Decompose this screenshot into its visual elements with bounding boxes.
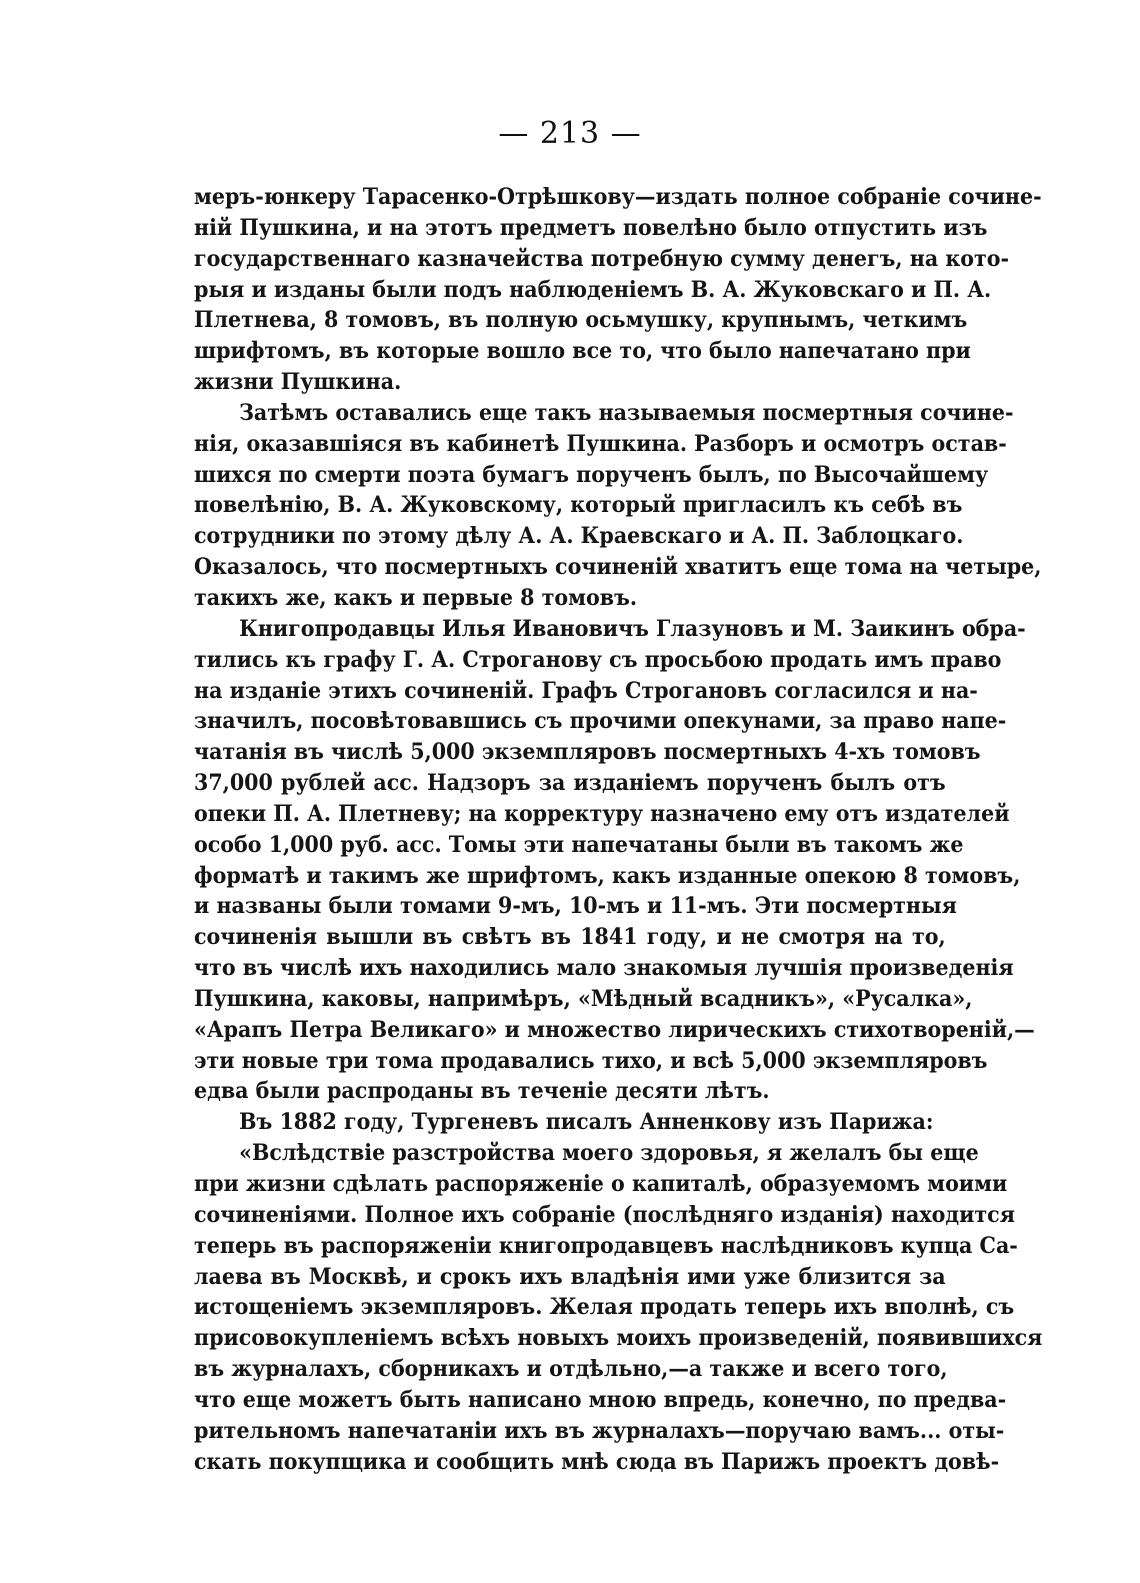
body-text	[194, 182, 1043, 1477]
text-line: что въ числѣ ихъ находились мало знакомыя лучшія произведенія	[194, 955, 1014, 982]
text-line: «Арапъ Петра Великаго» и множество лирическихъ стихотвореній,—	[194, 1016, 1035, 1043]
text-line: Затѣмъ оставались еще такъ называемыя посмертныя сочине-	[239, 399, 1014, 426]
text-line: сотрудники по этому дѣлу А. А. Краевскаго и А. П. Заблоцкаго.	[194, 523, 964, 550]
text-line: истощеніемъ экземпляровъ. Желая продать теперь ихъ вполнѣ, съ	[194, 1294, 1015, 1321]
text-line: шихся по смерти поэта бумагъ порученъ былъ, по Высочайшему	[194, 461, 989, 488]
text-line: что еще можетъ быть написано мною впредь, конечно, по предва-	[194, 1386, 1007, 1413]
text-line: присовокупленіемъ всѣхъ новыхъ моихъ произведеній, появившихся	[194, 1325, 1043, 1352]
text-line: форматѣ и такимъ же шрифтомъ, какъ изданные опекою 8 томовъ,	[194, 862, 1021, 889]
text-line: опеки П. А. Плетневу; на корректуру назначено ему отъ издателей	[194, 800, 1010, 827]
text-line: повелѣнію, В. А. Жуковскому, который пригласилъ къ себѣ въ	[194, 492, 963, 519]
text-line: рыя и изданы были подъ наблюденіемъ В. А. Жуковскаго и П. А.	[194, 276, 992, 303]
text-line: Въ 1882 году, Тургеневъ писалъ Анненкову изъ Парижа:	[239, 1109, 934, 1136]
text-line: едва были распроданы въ теченіе десяти лѣтъ.	[194, 1078, 770, 1105]
text-line: при жизни сдѣлать распоряженіе о капиталѣ, образуемомъ моими	[194, 1171, 1008, 1197]
text-line: государственнаго казначейства потребную сумму денегъ, на кото-	[194, 245, 1010, 272]
page-number: — 213 —	[498, 116, 642, 151]
text-line: такихъ же, какъ и первые 8 томовъ.	[194, 584, 638, 611]
text-line: особо 1,000 руб. асс. Томы эти напечатаны были въ такомъ же	[194, 831, 964, 858]
text-line: шрифтомъ, въ которые вошло все то, что было напечатано при	[194, 338, 971, 365]
text-line: въ журналахъ, сборникахъ и отдѣльно,—а также и всего того,	[194, 1356, 948, 1383]
text-line: значилъ, посовѣтовавшись съ прочими опекунами, за право напе-	[194, 708, 1007, 735]
text-line: и названы были томами 9-мъ, 10-мъ и 11-мъ. Эти посмертныя	[194, 893, 957, 920]
text-line: тились къ графу Г. А. Строганову съ просьбою продать имъ право	[194, 646, 1002, 673]
text-line: «Вслѣдствіе разстройства моего здоровья, я желалъ бы еще	[239, 1140, 979, 1167]
text-line: жизни Пушкина.	[194, 369, 402, 396]
text-line: лаева въ Москвѣ, и срокъ ихъ владѣнія ими уже близится за	[194, 1263, 946, 1290]
text-line: скать покупщика и сообщить мнѣ сюда въ Парижъ проектъ довѣ-	[194, 1448, 1000, 1475]
text-line: сочиненіями. Полное ихъ собраніе (послѣдняго изданія) находится	[194, 1201, 1015, 1228]
text-line: эти новые три тома продавались тихо, и всѣ 5,000 экземпляровъ	[194, 1047, 988, 1074]
text-line: чатанія въ числѣ 5,000 экземпляровъ посмертныхъ 4-хъ томовъ	[194, 739, 981, 766]
text-line: ній Пушкина, и на этотъ предметъ повелѣно было отпустить изъ	[194, 214, 988, 241]
text-line: на изданіе этихъ сочиненій. Графъ Строгановъ согласился и на-	[194, 677, 978, 704]
text-line: меръ-юнкеру Тарасенко-Отрѣшкову—издать полное собраніе сочине-	[194, 184, 1042, 210]
text-line: рительномъ напечатаніи ихъ въ журналахъ—поручаю вамъ... оты-	[194, 1417, 1005, 1444]
text-line: теперь въ распоряженіи книгопродавцевъ наслѣдниковъ купца Са-	[194, 1232, 1018, 1259]
text-line: сочиненія вышли въ свѣтъ въ 1841 году, и не смотря на то,	[194, 924, 946, 951]
text-line: Плетнева, 8 томовъ, въ полную осьмушку, крупнымъ, четкимъ	[194, 307, 968, 334]
text-line: Оказалось, что посмертныхъ сочиненій хватитъ еще тома на четыре,	[194, 554, 1042, 581]
text-line: Книгопродавцы Илья Ивановичъ Глазуновъ и М. Заикинъ обра-	[239, 615, 1026, 642]
text-line: 37,000 рублей асс. Надзоръ за изданіемъ порученъ былъ отъ	[194, 770, 946, 797]
text-line: нія, оказавшіяся въ кабинетѣ Пушкина. Разборъ и осмотръ остав-	[194, 430, 1007, 457]
text-line: Пушкина, каковы, напримѣръ, «Мѣдный всадникъ», «Русалка»,	[194, 985, 973, 1012]
